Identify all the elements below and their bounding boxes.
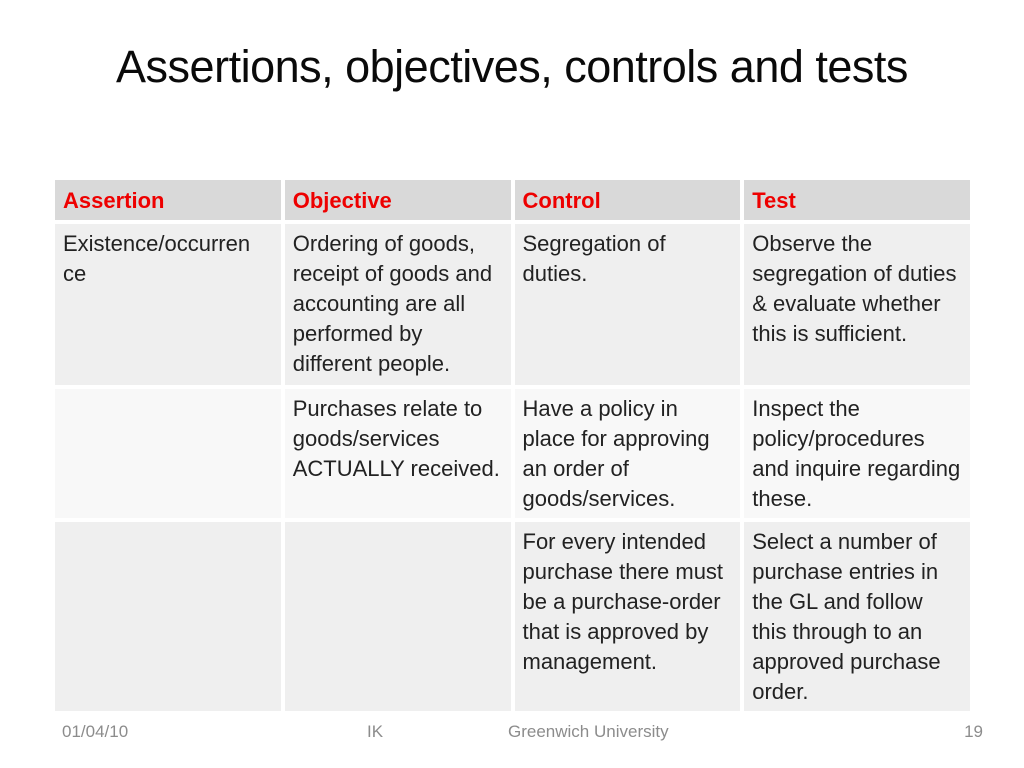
table-cell-r2-objective: Purchases relate to goods/services ACTUALLY received. bbox=[285, 389, 511, 518]
table-cell-r1-objective: Ordering of goods, receipt of goods and accounting are all performed by different people. bbox=[285, 224, 511, 385]
footer-institution: Greenwich University bbox=[508, 722, 669, 741]
table-cell-r2-control: Have a policy in place for approving an order of goods/services. bbox=[515, 389, 741, 518]
table-cell-r3-objective bbox=[285, 522, 511, 711]
table-cell-r2-assertion bbox=[55, 389, 281, 518]
footer-author: IK bbox=[366, 722, 384, 741]
table-cell-r3-assertion bbox=[55, 522, 281, 711]
table-cell-r1-assertion: Existence/occurrence bbox=[55, 224, 281, 385]
table-cell-r2-test: Inspect the policy/procedures and inquire regarding these. bbox=[744, 389, 970, 518]
footer-page-number: 19 bbox=[964, 722, 983, 741]
header-cell-objective: Objective bbox=[285, 180, 511, 220]
table-cell-r3-test: Select a number of purchase entries in the GL and follow this through to an approved purchase order. bbox=[744, 522, 970, 711]
table-cell-r3-control: For every intended purchase there must be a purchase-order that is approved by management. bbox=[515, 522, 741, 711]
table-cell-r1-control: Segregation of duties. bbox=[515, 224, 741, 385]
header-cell-assertion: Assertion bbox=[55, 180, 281, 220]
assertions-table bbox=[55, 180, 970, 711]
header-cell-control: Control bbox=[515, 180, 741, 220]
footer-date: 01/04/10 bbox=[62, 722, 129, 741]
slide-title: Assertions, objectives, controls and tests bbox=[116, 41, 908, 92]
table-cell-r1-test: Observe the segregation of duties & evaluate whether this is sufficient. bbox=[744, 224, 970, 385]
slide-footer bbox=[0, 722, 1024, 748]
header-cell-test: Test bbox=[744, 180, 970, 220]
